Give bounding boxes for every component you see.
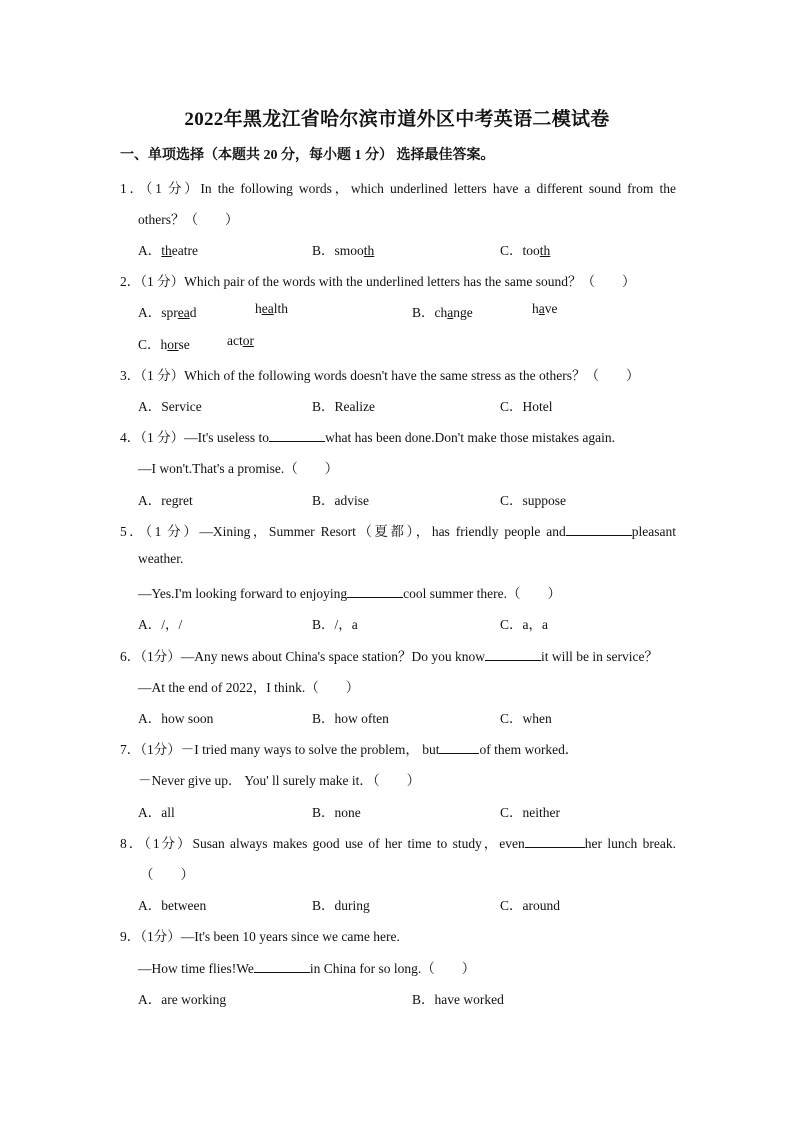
answer-blank bbox=[269, 429, 325, 442]
question-7-option-b[interactable]: B．none bbox=[312, 805, 361, 820]
question-8-option-c[interactable]: C．around bbox=[500, 898, 560, 913]
question-5-stem-cont: weather. bbox=[138, 551, 184, 566]
question-4-option-c[interactable]: C．suppose bbox=[500, 493, 567, 508]
question-8-option-a[interactable]: A．between bbox=[138, 898, 207, 913]
question-8-stem: 8．（1分）Susan always makes good use of her time to study，even her lunch break. bbox=[120, 836, 676, 851]
question-2-option-a[interactable]: A．spread bbox=[138, 305, 197, 320]
question-8-option-b[interactable]: B．during bbox=[312, 898, 370, 913]
question-9-option-b[interactable]: B．have worked bbox=[412, 992, 504, 1007]
question-1-option-b[interactable]: B．smooth bbox=[312, 243, 375, 258]
answer-blank bbox=[525, 835, 585, 848]
question-3-stem: 3．（1 分）Which of the following words doesn't have the same stress as the others？（ ） bbox=[120, 368, 640, 383]
question-5-option-b[interactable]: B．/，a bbox=[312, 617, 358, 632]
question-4-option-a[interactable]: A．regret bbox=[138, 493, 193, 508]
question-9-stem: 9．（1分）—It's been 10 years since we came here. bbox=[120, 929, 400, 944]
question-1-stem: 1．（1 分）In the following words，which underlined letters have a different sound from the bbox=[120, 181, 676, 196]
question-6-reply: —At the end of 2022，I think.（ ） bbox=[138, 680, 360, 695]
question-3-option-c[interactable]: C．Hotel bbox=[500, 399, 553, 414]
question-4-reply: —I won't.That's a promise.（ ） bbox=[138, 461, 339, 476]
question-2-option-c-word2: actor bbox=[227, 333, 254, 348]
question-7-stem: 7．（1分）－I tried many ways to solve the problem， but of them worked． bbox=[120, 742, 579, 757]
question-4-stem: 4．（1 分）—It's useless to what has been done.Don't make those mistakes again. bbox=[120, 430, 616, 445]
question-4-option-b[interactable]: B．advise bbox=[312, 493, 369, 508]
question-9-option-a[interactable]: A．are working bbox=[138, 992, 227, 1007]
question-6-option-b[interactable]: B．how often bbox=[312, 711, 389, 726]
question-5-reply: —Yes.I'm looking forward to enjoying cool summer there.（ ） bbox=[138, 586, 562, 601]
answer-blank bbox=[254, 960, 310, 973]
section-heading: 一、单项选择（本题共 20 分，每小题 1 分） 选择最佳答案。 bbox=[120, 148, 495, 163]
answer-blank bbox=[347, 585, 403, 598]
question-5-option-c[interactable]: C．a，a bbox=[500, 617, 548, 632]
question-1-option-c[interactable]: C．tooth bbox=[500, 243, 551, 258]
question-6-option-a[interactable]: A．how soon bbox=[138, 711, 214, 726]
question-1-option-a[interactable]: A．theatre bbox=[138, 243, 198, 258]
question-2-option-b-word2: have bbox=[532, 301, 558, 316]
question-2-option-b[interactable]: B．change bbox=[412, 305, 473, 320]
question-8-paren: （ ） bbox=[140, 867, 194, 882]
question-6-option-c[interactable]: C．when bbox=[500, 711, 552, 726]
answer-blank bbox=[566, 523, 632, 536]
question-7-reply: －Never give up． You' ll surely make it．（ ） bbox=[138, 773, 421, 788]
question-2-option-c[interactable]: C．horse bbox=[138, 337, 190, 352]
question-3-option-b[interactable]: B．Realize bbox=[312, 399, 375, 414]
question-3-option-a[interactable]: A．Service bbox=[138, 399, 202, 414]
question-6-stem: 6．（1分）—Any news about China's space station？Do you know it will be in service？ bbox=[120, 649, 659, 664]
question-5-option-a[interactable]: A．/，/ bbox=[138, 617, 183, 632]
answer-blank bbox=[485, 648, 541, 661]
question-7-option-c[interactable]: C．neither bbox=[500, 805, 560, 820]
question-9-reply: —How time flies!We in China for so long.（ ） bbox=[138, 961, 476, 976]
question-2-stem: 2．（1 分）Which pair of the words with the underlined letters has the same sound？（ ） bbox=[120, 274, 636, 289]
question-1-stem-cont: others？（ ） bbox=[138, 212, 239, 227]
question-2-option-a-word2: health bbox=[255, 301, 288, 316]
answer-blank bbox=[439, 741, 479, 754]
question-5-stem: 5．（1 分）—Xining，Summer Resort（夏都），has friendly people and pleasant bbox=[120, 524, 676, 539]
question-7-option-a[interactable]: A．all bbox=[138, 805, 175, 820]
exam-title: 2022年黑龙江省哈尔滨市道外区中考英语二模试卷 bbox=[184, 109, 610, 130]
